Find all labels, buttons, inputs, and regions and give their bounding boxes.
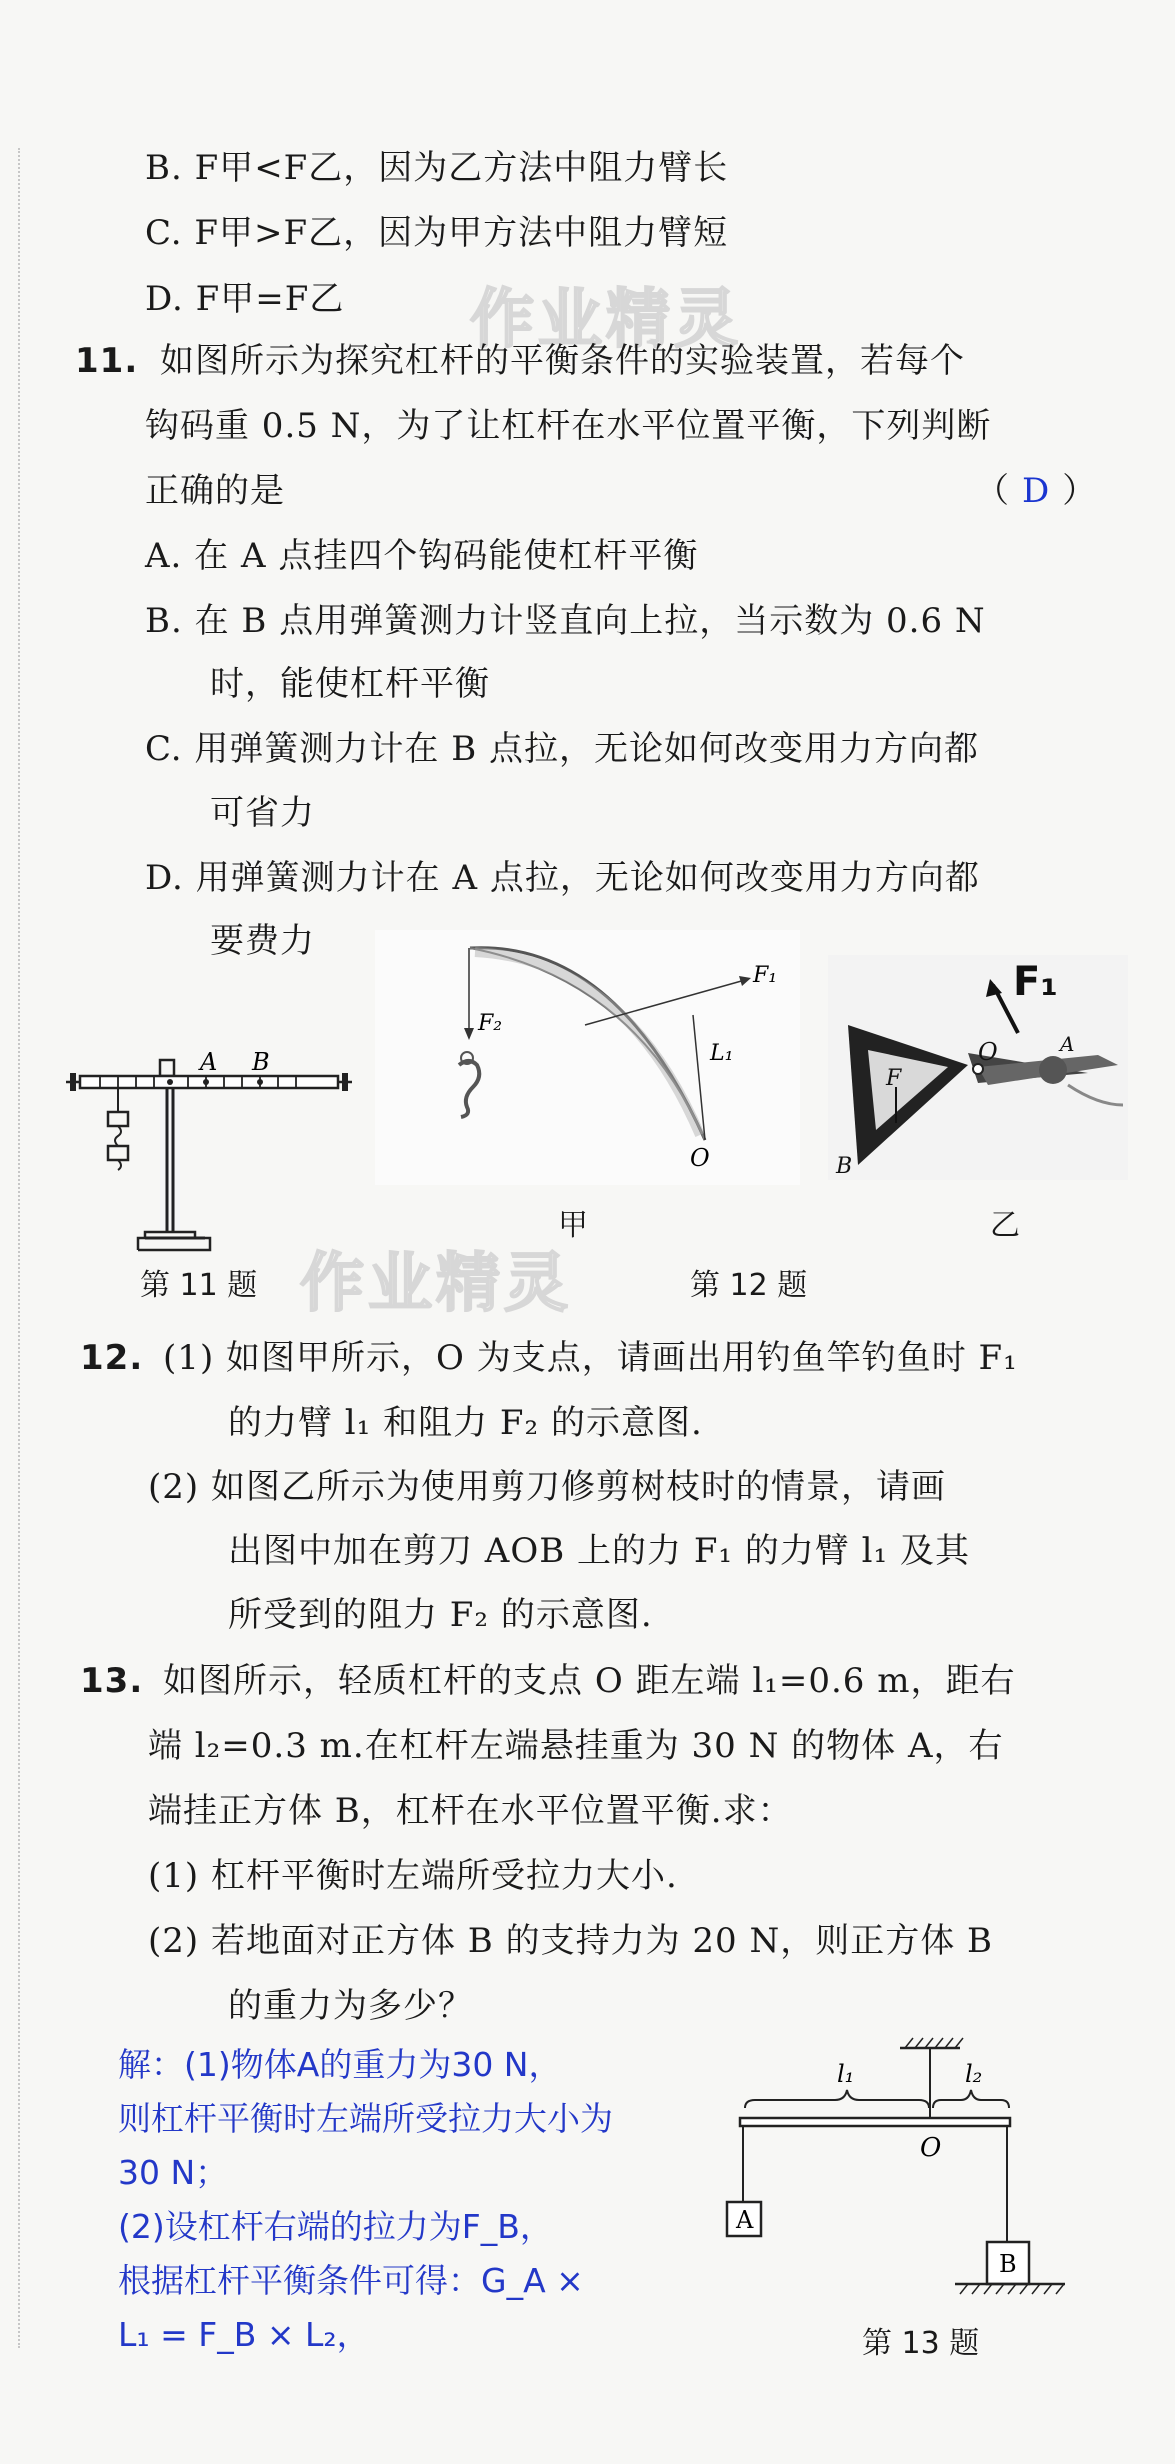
fig12-yi-shears [828, 955, 1128, 1180]
fig12-jia-label: 甲 [558, 1208, 588, 1243]
q13-text-1: 如图所示，轻质杠杆的支点 O 距左端 l₁=0.6 m，距右 [163, 1661, 1016, 1701]
q13-solution-line-3: 30 N； [118, 2153, 229, 2192]
q11-option-b-cont: 时，能使杠杆平衡 [210, 664, 490, 704]
q11-option-d: D. 用弹簧测力计在 A 点拉，无论如何改变用力方向都 [145, 858, 980, 898]
q12-line-5: 所受到的阻力 F₂ 的示意图. [228, 1595, 653, 1635]
fig13-label-b: B [999, 2250, 1017, 2278]
q11-stem-line-3: 正确的是 [145, 471, 285, 511]
q11-answer: D [1022, 471, 1051, 511]
fig11-label-b: B [252, 1048, 270, 1076]
fig12-yi-label: 乙 [990, 1208, 1020, 1243]
q13-line-2: 端 l₂=0.3 m.在杠杆左端悬挂重为 30 N 的物体 A，右 [148, 1726, 1004, 1766]
q10-option-b: B. F甲<F乙，因为乙方法中阻力臂长 [145, 148, 729, 188]
q11-option-c-cont: 可省力 [210, 793, 315, 833]
q11-option-b: B. 在 B 点用弹簧测力计竖直向上拉，当示数为 0.6 N [145, 601, 986, 641]
q11-option-c: C. 用弹簧测力计在 B 点拉，无论如何改变用力方向都 [145, 729, 980, 769]
fig12-jia-label-f2: F₂ [478, 1011, 503, 1036]
q12-line-4: 出图中加在剪刀 AOB 上的力 F₁ 的力臂 l₁ 及其 [228, 1531, 970, 1571]
q12-text-1: (1) 如图甲所示，O 为支点，请画出用钓鱼竿钓鱼时 F₁ [163, 1338, 1018, 1378]
q11-answer-close: ） [1062, 471, 1098, 511]
fig12-yi-label-a: A [1060, 1032, 1075, 1056]
fig13-label-l1: l₁ [837, 2060, 855, 2088]
q11-stem-text-1: 如图所示为探究杠杆的平衡条件的实验装置，若每个 [160, 341, 966, 381]
q10-option-d: D. F甲=F乙 [145, 279, 345, 319]
q13-number: 13. [80, 1661, 144, 1701]
fig13-label-o: O [920, 2133, 942, 2163]
fig12-caption: 第 12 题 [690, 1268, 808, 1303]
fig13-label-a: A [736, 2206, 754, 2234]
fig12-yi-label-b: B [836, 1154, 853, 1179]
fig12-jia-label-l1: L₁ [710, 1041, 734, 1066]
fig12-yi-label-f: F [886, 1066, 902, 1091]
q13-line-4: (1) 杠杆平衡时左端所受拉力大小. [148, 1856, 678, 1896]
fig12-jia-fishing-rod [375, 930, 800, 1185]
q13-line-5: (2) 若地面对正方体 B 的支持力为 20 N，则正方体 B [148, 1921, 993, 1961]
fig12-yi-label-f1: F₁ [1013, 959, 1058, 1005]
fig11-label-a: A [200, 1048, 218, 1076]
fig13-label-l2: l₂ [965, 2060, 983, 2088]
watermark-top: 作业精灵 [470, 283, 742, 357]
q13-solution-line-6: L₁ = F_B × L₂， [118, 2315, 370, 2354]
q13-solution-line-4: (2)设杠杆右端的拉力为F_B， [118, 2207, 553, 2246]
q13-solution-line-2: 则杠杆平衡时左端所受拉力大小为 [118, 2099, 613, 2138]
margin-dotted-line [18, 148, 20, 2348]
q12-line-1 [80, 1335, 1018, 1381]
fig12-jia-label-f1: F₁ [753, 963, 778, 988]
q13-solution-line-1: 解：(1)物体A的重力为30 N， [118, 2045, 562, 2084]
watermark-middle: 作业精灵 [300, 1247, 572, 1321]
q11-stem-line-1 [75, 338, 965, 384]
q11-option-a: A. 在 A 点挂四个钩码能使杠杆平衡 [145, 536, 699, 576]
q13-solution-line-5: 根据杠杆平衡条件可得：G_A × [118, 2261, 584, 2300]
q13-line-6: 的重力为多少？ [228, 1986, 473, 2026]
fig13-caption: 第 13 题 [862, 2326, 980, 2361]
q12-line-2: 的力臂 l₁ 和阻力 F₂ 的示意图. [228, 1403, 703, 1443]
q12-line-3: (2) 如图乙所示为使用剪刀修剪树枝时的情景，请画 [148, 1467, 946, 1507]
q11-stem-line-2: 钩码重 0.5 N，为了让杠杆在水平位置平衡，下列判断 [145, 406, 992, 446]
q11-option-d-cont: 要费力 [210, 921, 315, 961]
fig12-jia-label-o: O [690, 1144, 710, 1172]
q11-number: 11. [75, 341, 139, 381]
q13-line-1 [80, 1658, 1015, 1704]
q11-answer-bracket [975, 468, 1097, 514]
q12-number: 12. [80, 1338, 144, 1378]
fig13-lever-diagram [715, 2030, 1135, 2310]
q11-answer-open: （ [975, 471, 1010, 511]
q13-line-3: 端挂正方体 B，杠杆在水平位置平衡.求： [148, 1791, 793, 1831]
q10-option-c: C. F甲>F乙，因为甲方法中阻力臂短 [145, 213, 729, 253]
fig11-caption: 第 11 题 [140, 1268, 258, 1303]
fig12-yi-label-o: O [978, 1038, 998, 1066]
